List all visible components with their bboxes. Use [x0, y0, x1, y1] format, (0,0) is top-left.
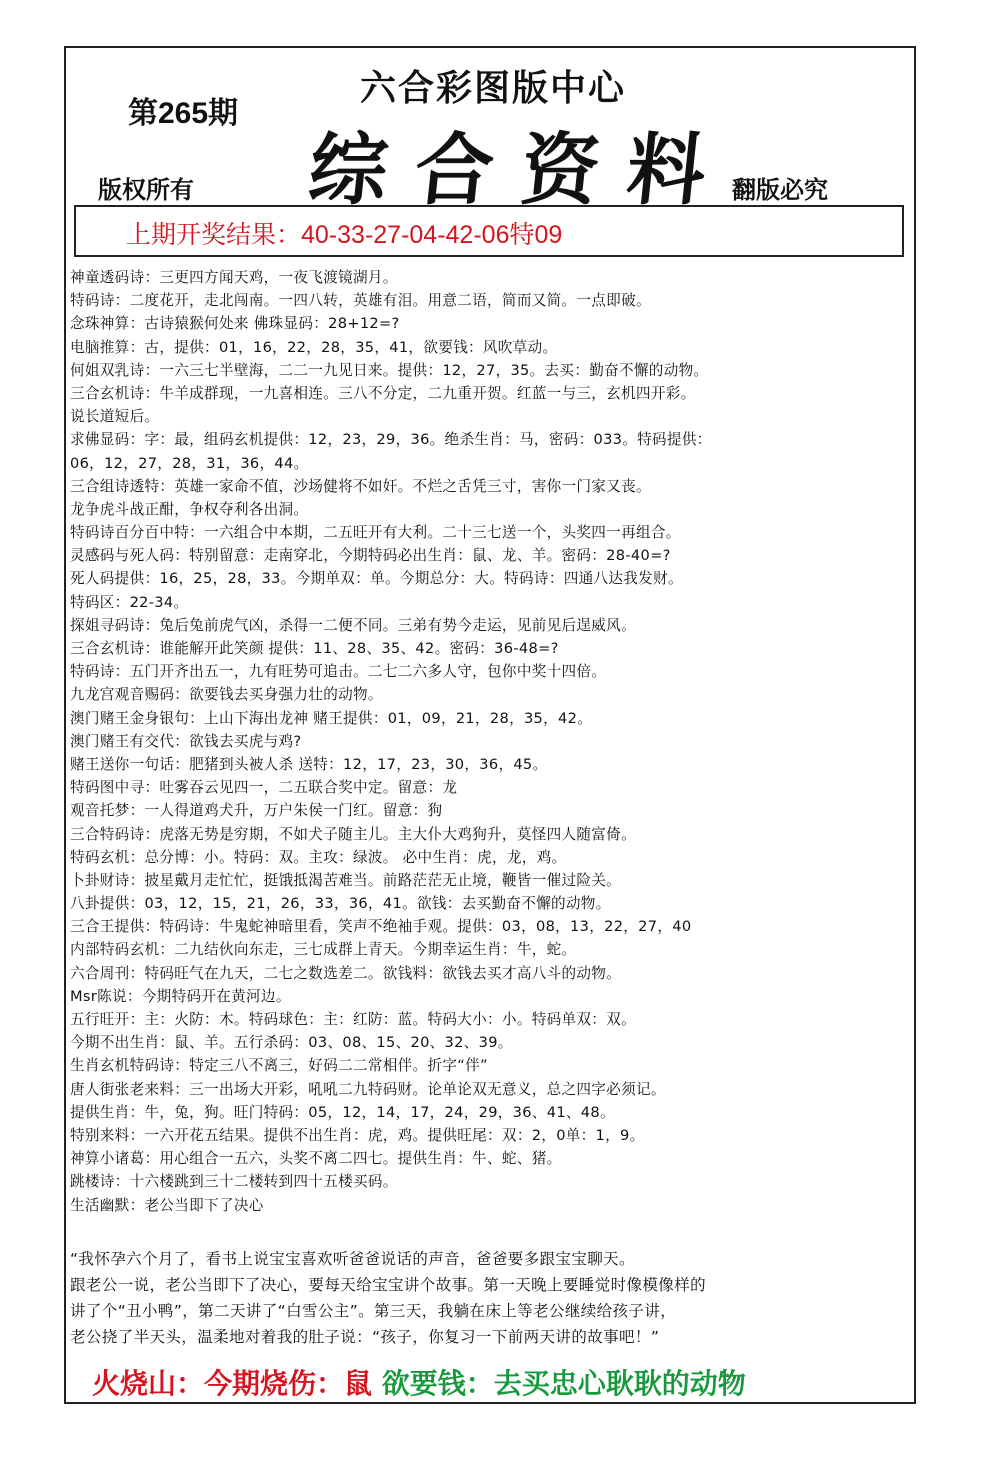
info-line: 电脑推算：古，提供：01，16，22，28，35，41，欲要钱：风吹草动。	[70, 338, 558, 356]
info-line: 澳门赌王金身银句：上山下海出龙神 赌王提供：01，09，21，28，35，42。	[70, 709, 593, 727]
center-title: 六合彩图版中心	[360, 67, 627, 109]
info-line: 特码图中寻：吐雾吞云见四一，二五联合奖中定。留意：龙	[70, 779, 458, 797]
info-line: 赌王送你一句话：肥猪到头被人杀 送特：12，17，23，30，36，45。	[70, 755, 548, 773]
info-line: 三合王提供：特码诗：牛鬼蛇神暗里看，笑声不绝袖手观。提供：03，08，13，22，27，40	[70, 918, 692, 936]
info-line: 神算小诸葛：用心组合一五六，头奖不离二四七。提供生肖：牛、蛇、猪。	[70, 1150, 562, 1168]
info-line: 五行旺开：主：火防：木。特码球色：主：红防：蓝。特码大小：小。特码单双：双。	[70, 1011, 636, 1028]
info-line: 特码诗百分百中特：一六组合中本期，二五旺开有大利。二十三七送一个，头奖四一再组合。	[70, 524, 681, 542]
info-line: 生活幽默：老公当即下了决心	[70, 1196, 264, 1214]
info-line: 唐人街张老来料：三一出场大开彩，吼吼二九特码财。论单论双无意义，总之四字必须记。	[70, 1080, 666, 1098]
info-line: 特码诗：二度花开，走北闯南。一四八转，英雄有泪。用意二语，简而又简。一点即破。	[70, 292, 651, 310]
info-list	[70, 266, 910, 1217]
info-line: 澳门赌王有交代：欲钱去买虎与鸡?	[70, 732, 302, 750]
info-line: 八卦提供：03，12，15，21，26，33，36，41。欲钱：去买勤奋不懈的动物。	[70, 895, 611, 913]
info-line: 念珠神算：古诗猿猴何处来 佛珠显码：28+12=?	[70, 315, 400, 333]
info-line: 三合玄机诗：牛羊成群现，一九喜相连。三八不分定，二九重开贺。红蓝一与三，玄机四开彩。	[70, 384, 696, 402]
info-line: 六合周刊：特码旺气在九天，二七之数选差二。欲钱料：欲钱去买才高八斗的动物。	[70, 964, 622, 982]
story-line: 跟老公一说，老公当即下了决心，要每天给宝宝讲个故事。第一天晚上要睡觉时像模像样的	[70, 1276, 707, 1294]
big-title: 综合资料	[304, 125, 739, 216]
info-line: 灵感码与死人码：特别留意：走南穿北，今期特码必出生肖：鼠、龙、羊。密码：28-40=?	[70, 547, 671, 565]
info-line: 求佛显码：字：最，组码玄机提供：12，23，29，36。绝杀生肖：马，密码：033。特码提供：	[70, 431, 712, 449]
info-line: 今期不出生肖：鼠、羊。五行杀码：03、08、15、20、32、39。	[70, 1034, 513, 1052]
info-line: 内部特码玄机：二九结伙向东走，三七成群上青天。今期幸运生肖：牛，蛇。	[70, 941, 577, 959]
footer-banner	[92, 1362, 746, 1402]
footer-label: 火烧山：今期烧伤：鼠	[92, 1367, 373, 1400]
info-line: 提供生肖：牛，兔，狗。旺门特码：05，12，14，17，24，29，36、41、48。	[70, 1103, 615, 1121]
info-line: 三合特码诗：虎落无势是穷期，不如犬子随主儿。主大仆大鸡狗升，莫怪四人随富倚。	[70, 825, 636, 843]
info-line: 何姐双乳诗：一六三七半壁海，二二一九见日来。提供：12，27，35。去买：勤奋不懈的动物。	[70, 361, 709, 379]
info-line: 三合组诗透特：英雄一家命不值，沙场健将不如奸。不烂之舌凭三寸，害你一门家又丧。	[70, 477, 651, 495]
anti-piracy-tag: 翻版必究	[732, 175, 828, 204]
joke-story	[70, 1246, 910, 1350]
info-line: 探姐寻码诗：兔后兔前虎气凶，杀得一二便不同。三弟有势今走运，见前见后逞威风。	[70, 616, 636, 634]
story-line: 讲了个“丑小鸭”，第二天讲了“白雪公主”。第三天，我躺在床上等老公继续给孩子讲，	[70, 1302, 677, 1320]
story-line: 老公挠了半天头，温柔地对着我的肚子说：“孩子，你复习一下前两天讲的故事吧！”	[70, 1328, 660, 1346]
info-line: 九龙宫观音赐码：欲要钱去买身强力壮的动物。	[70, 686, 383, 704]
result-box	[74, 205, 904, 257]
info-line: 特码区：22-34。	[70, 593, 189, 611]
info-line: 06，12，27，28，31，36，44。	[70, 454, 309, 472]
copyright-tag: 版权所有	[98, 175, 194, 204]
info-line: 死人码提供：16，25，28，33。今期单双：单。今期总分：大。特码诗：四通八达我发财。	[70, 570, 683, 588]
info-line: 观音托梦：一人得道鸡犬升，万户朱侯一门红。留意：狗	[70, 802, 443, 820]
last-result: 上期开奖结果：40-33-27-04-42-06特09	[126, 221, 563, 249]
info-line: 三合玄机诗：谁能解开此笑颜 提供：11、28、35、42。密码：36-48=?	[70, 640, 559, 657]
info-line: 跳楼诗：十六楼跳到三十二楼转到四十五楼买码。	[70, 1173, 398, 1191]
info-line: 卜卦财诗：披星戴月走忙忙，挺饿抵渴苦难当。前路茫茫无止境，鞭皆一催过险关。	[70, 871, 622, 889]
info-line: Msr陈说：今期特码开在黄河边。	[70, 987, 291, 1005]
info-line: 特别来料：一六开花五结果。提供不出生肖：虎，鸡。提供旺尾：双：2，0单：1，9。	[70, 1126, 645, 1144]
footer-tip: 欲要钱：去买忠心耿耿的动物	[381, 1367, 746, 1400]
info-line: 说长道短后。	[70, 408, 160, 426]
info-line: 生肖玄机特码诗：特定三八不离三，好码二二常相伴。折字“伴”	[70, 1057, 488, 1075]
info-line: 特码玄机：总分博：小。特码：双。主攻：绿波。 必中生肖：虎，龙，鸡。	[70, 848, 567, 866]
story-line: “我怀孕六个月了，看书上说宝宝喜欢听爸爸说话的声音，爸爸要多跟宝宝聊天。	[70, 1250, 635, 1268]
info-line: 神童透码诗：三更四方闻天鸡，一夜飞渡镜湖月。	[70, 269, 398, 286]
info-line: 特码诗：五门开齐出五一，九有旺势可追击。二七二六多人守，包你中奖十四倍。	[70, 663, 607, 681]
info-line: 龙争虎斗战正酣，争权夺利各出洞。	[70, 500, 309, 518]
issue-number: 第265期	[128, 97, 239, 130]
